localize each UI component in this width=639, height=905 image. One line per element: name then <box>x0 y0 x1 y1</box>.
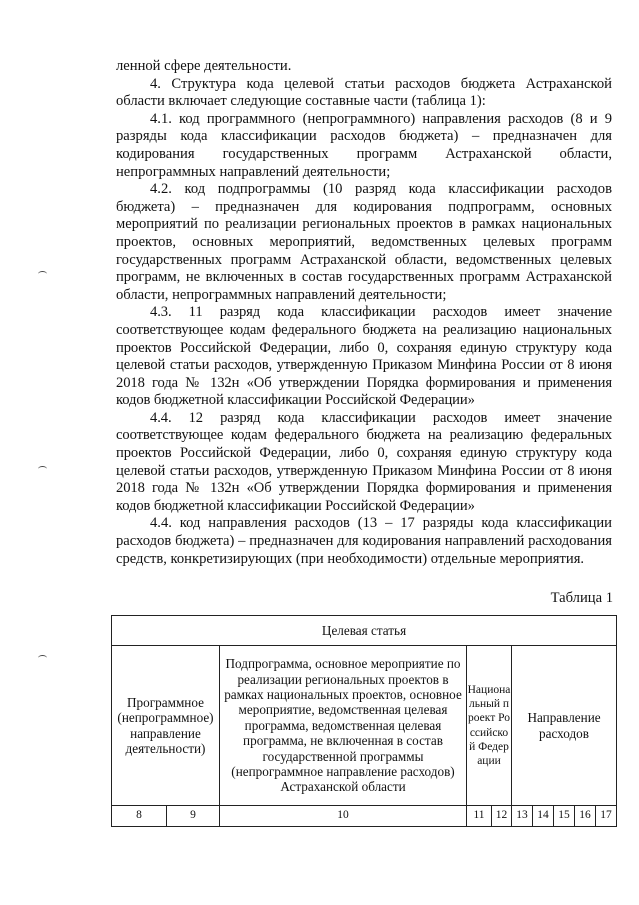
digit-cell: 9 <box>167 806 220 827</box>
margin-mark <box>38 271 47 277</box>
paragraph-4-1: 4.1. код программного (непрограммного) направления расходов (8 и 9 разряды кода классификации расходов бюджета) – предназначен для кодирования государственных программ Астраханской области, непрограммных направлений деятельности; <box>116 110 612 180</box>
digit-cell: 13 <box>512 806 533 827</box>
digit-cell: 12 <box>492 806 512 827</box>
table-header-target-article: Целевая статья <box>112 616 617 646</box>
margin-mark <box>38 655 47 661</box>
digit-cell: 16 <box>575 806 596 827</box>
paragraph-4: 4. Структура кода целевой статьи расходов бюджета Астраханской области включает следующие составные части (таблица 1): <box>116 75 612 110</box>
paragraph-4-4b: 4.4. код направления расходов (13 – 17 разряды кода классификации расходов бюджета) – предназначен для кодирования направлений расходования средств, конкретизирующих (при необходимости) отдельные мероприятия. <box>116 515 612 567</box>
body-text <box>116 58 612 568</box>
paragraph-continuation: ленной сфере деятельности. <box>116 58 292 74</box>
column-national-project: Национальный проект Российской Федерации <box>467 646 512 806</box>
digit-cell: 15 <box>554 806 575 827</box>
column-expense-direction: Направление расходов <box>512 646 617 806</box>
paragraph-4-2: 4.2. код подпрограммы (10 разряд кода классификации расходов бюджета) – предназначен для кодирования подпрограмм, основных мероприятий по реализации региональных проектов в рамках национальных проектов, основных мероприятий, ведомственных целевых программ государственных программ Астраханской области, ведомственных целевых программ, не включенных в состав государственных программ Астраханской области, непрограммных направлений деятельности; <box>116 181 612 303</box>
paragraph-4-4a: 4.4. 12 разряд кода классификации расходов имеет значение соответствующее кодам федерального бюджета на реализацию федеральных проектов Российской Федерации, либо 0, сохраняя единую структуру кода целевой статьи расходов, утвержденную Приказом Минфина России от 8 июня 2018 года № 132н «Об утверждении Порядка формирования и применения кодов бюджетной классификации Российской Федерации» <box>116 409 612 514</box>
margin-mark <box>38 466 47 472</box>
digit-cell: 17 <box>596 806 617 827</box>
column-subprogram: Подпрограмма, основное мероприятие по реализации региональных проектов в рамках национальных проектов, основное мероприятие, ведомственная целевая программа, ведомственная целевая программа, не включенная в состав государственной программы (непрограммное направление расходов) Астраханской области <box>220 646 467 806</box>
digit-cell: 14 <box>533 806 554 827</box>
digit-cell: 10 <box>220 806 467 827</box>
paragraph-4-3: 4.3. 11 разряд кода классификации расходов имеет значение соответствующее кодам федерального бюджета на реализацию национальных проектов Российской Федерации, либо 0, сохраняя единую структуру кода целевой статьи расходов, утвержденную Приказом Минфина России от 8 июня 2018 года № 132н «Об утверждении Порядка формирования и применения кодов бюджетной классификации Российской Федерации» <box>116 304 612 409</box>
column-program-direction: Программное (непрограммное) направление деятельности) <box>112 646 220 806</box>
table-caption: Таблица 1 <box>550 590 613 606</box>
classification-table <box>111 615 617 827</box>
digit-cell: 11 <box>467 806 492 827</box>
digit-cell: 8 <box>112 806 167 827</box>
